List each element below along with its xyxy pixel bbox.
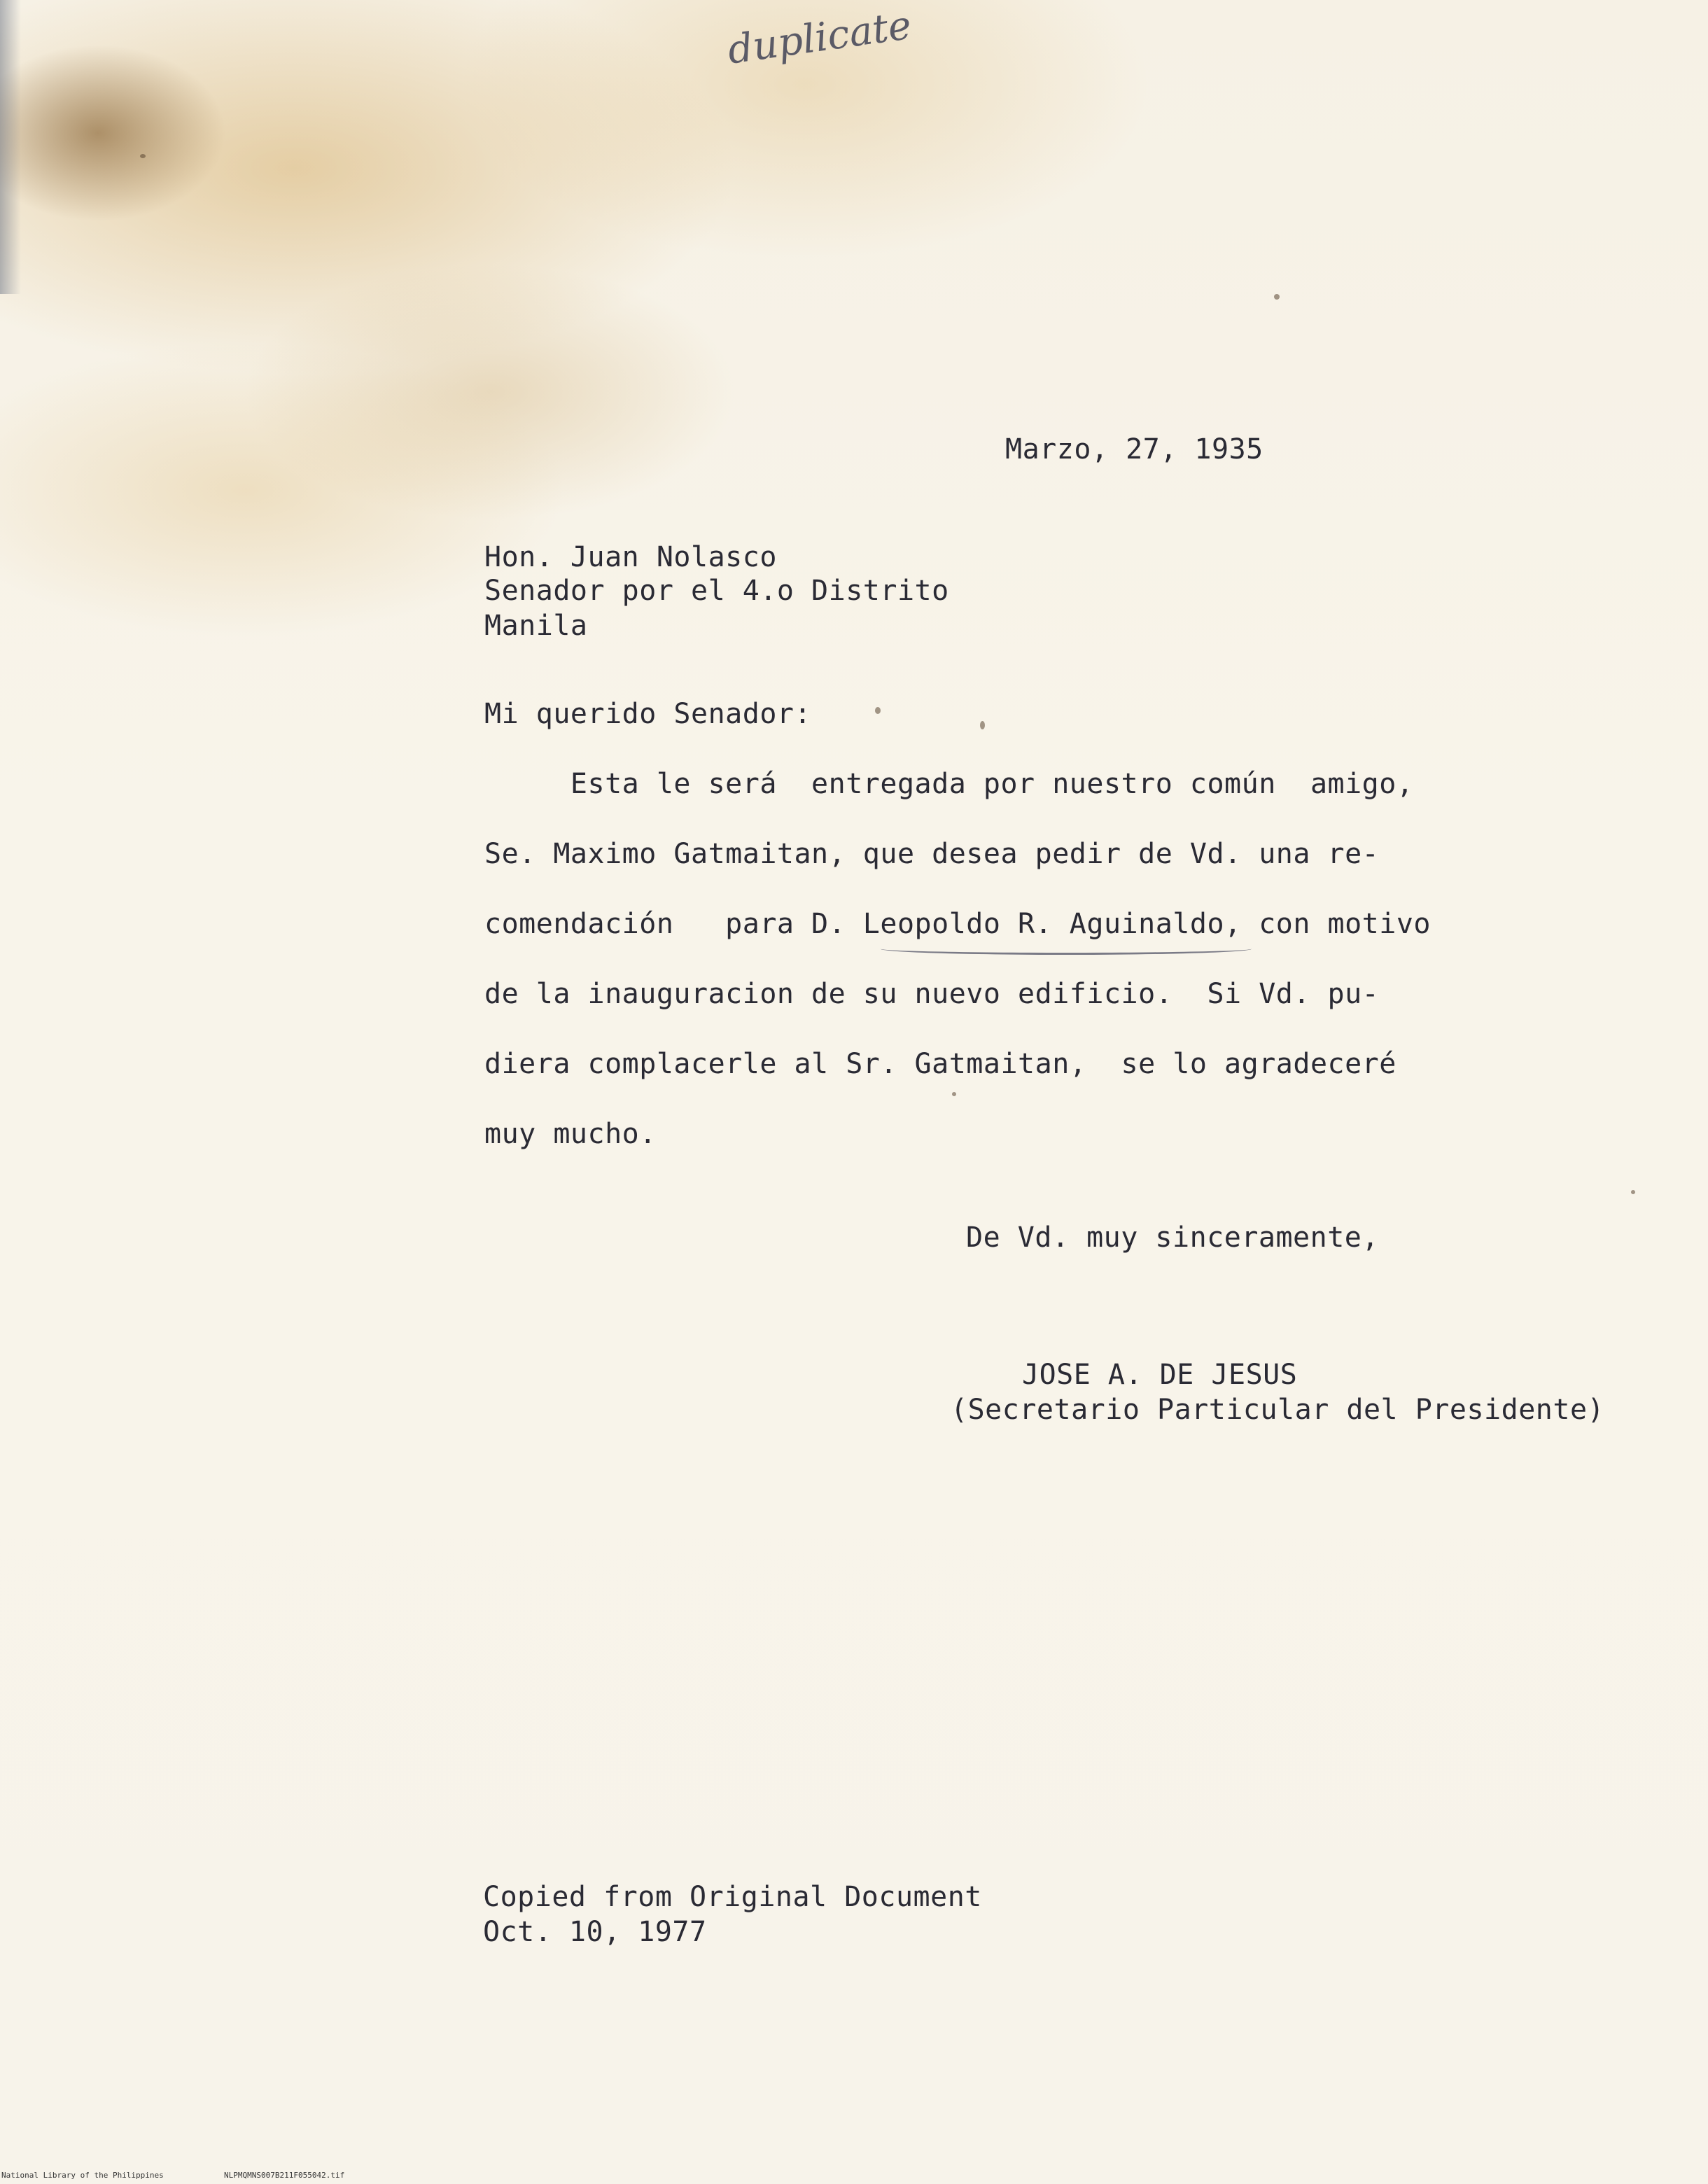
- recipient-city: Manila: [484, 610, 588, 642]
- closing: De Vd. muy sinceramente,: [966, 1222, 1379, 1254]
- salutation: Mi querido Senador:: [484, 698, 812, 730]
- handwritten-duplicate-note: duplicate: [724, 2, 914, 74]
- body-line: de la inauguracion de su nuevo edificio. Si Vd. pu-: [484, 978, 1380, 1010]
- scan-edge-shadow: [0, 0, 21, 294]
- recipient-title: Senador por el 4.o Distrito: [484, 575, 949, 607]
- stain-speck: [1274, 294, 1280, 300]
- recipient-name: Hon. Juan Nolasco: [484, 541, 777, 573]
- body-line: muy mucho.: [484, 1118, 657, 1150]
- stain-speck: [1631, 1190, 1635, 1194]
- signature-name: JOSE A. DE JESUS: [1022, 1359, 1298, 1391]
- body-line: Esta le será entregada por nuestro común amigo,: [484, 768, 1414, 800]
- stain-speck: [140, 154, 146, 158]
- signature-title: (Secretario Particular del Presidente): [951, 1394, 1605, 1426]
- stain-speck: [875, 707, 881, 714]
- copy-note-line2: Oct. 10, 1977: [483, 1916, 707, 1948]
- copy-note-line1: Copied from Original Document: [483, 1881, 982, 1913]
- body-line: Se. Maximo Gatmaitan, que desea pedir de Vd. una re-: [484, 838, 1380, 870]
- stain-speck: [980, 721, 985, 729]
- body-line: comendación para D. Leopoldo R. Aguinaldo, con motivo: [484, 908, 1432, 940]
- footer-library: National Library of the Philippines: [1, 2171, 164, 2180]
- stain-speck: [952, 1092, 956, 1096]
- body-line: diera complacerle al Sr. Gatmaitan, se lo agradeceré: [484, 1048, 1396, 1080]
- footer-file: NLPMQMNS007B211F055042.tif: [224, 2171, 345, 2180]
- letter-date: Marzo, 27, 1935: [1005, 433, 1264, 465]
- pencil-underline: [881, 943, 1252, 955]
